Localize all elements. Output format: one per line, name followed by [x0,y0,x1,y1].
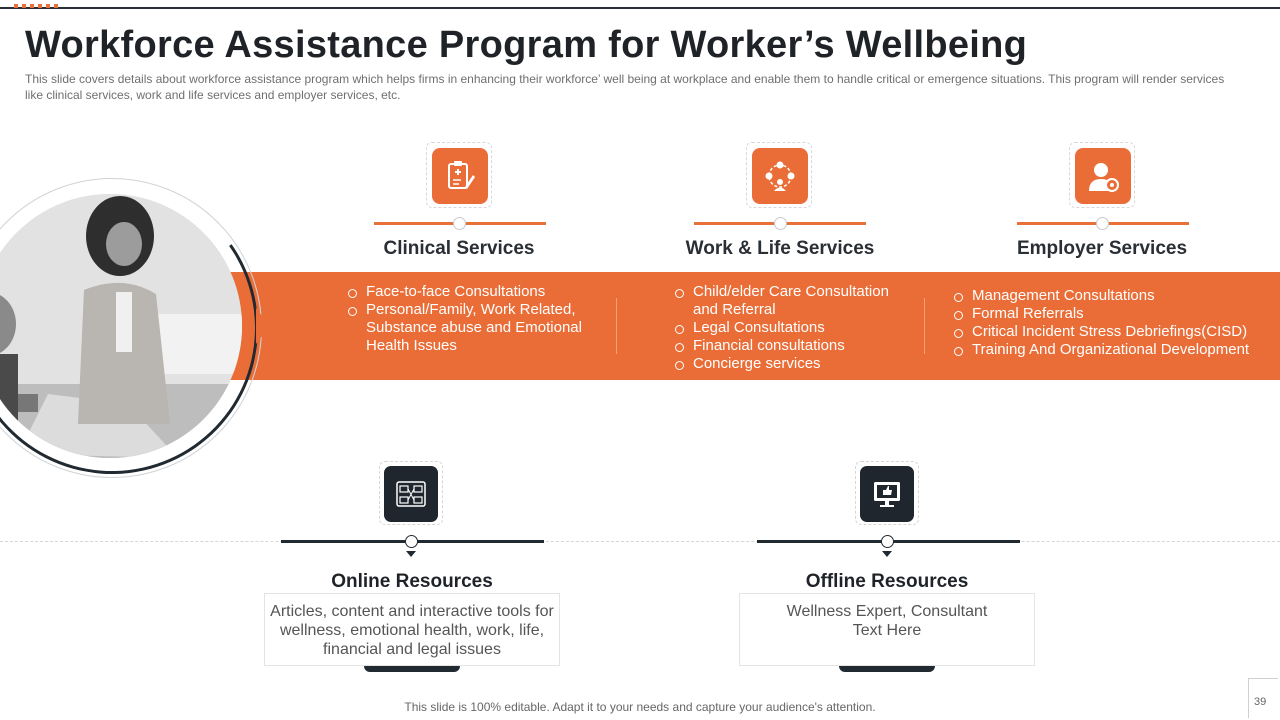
slide-subtitle: This slide covers details about workforce assistance program which helps firms in enhancing their workforce’ well being at workplace and enable them to handle critical or emergence situations. This program will render services like clinical services, work and life services and employer services, etc. [25,72,1225,102]
band-divider [616,298,617,354]
online-resources-text: Articles, content and interactive tools for wellness, emotional health, work, life, financial and legal issues [270,603,554,658]
online-resources-box [264,593,560,666]
online-resources-title: Online Resources [331,571,493,592]
work-life-services-icon-frame [746,142,812,208]
clinical-services-title: Clinical Services [383,238,535,259]
employer-services-list [954,287,1264,359]
list-item: Child/elder Care Consultation and Referral [675,283,905,319]
list-item: Training And Organizational Development [954,341,1264,359]
online-resources-icon-frame [379,461,443,525]
offline-resources-box [739,593,1035,666]
offline-resources-title: Offline Resources [805,571,969,592]
clinical-services-dot [453,217,466,230]
online-network-icon [384,466,438,522]
footer-note: This slide is 100% editable. Adapt it to your needs and capture your audience's attention. [404,700,876,714]
decorative-dashes [14,4,62,8]
list-item: Formal Referrals [954,305,1264,323]
page-number: 39 [1254,696,1267,708]
work-life-services-title: Work & Life Services [685,238,875,259]
offline-resources-tab [839,666,935,672]
clinical-services-icon-frame [426,142,492,208]
work-life-services-list [675,283,905,373]
offline-resources-dot [881,535,894,548]
list-item: Legal Consultations [675,319,905,337]
list-item: Personal/Family, Work Related, Substance abuse and Emotional Health Issues [348,301,588,355]
list-item: Critical Incident Stress Debriefings(CISD) [954,323,1264,341]
employer-services-icon-frame [1069,142,1135,208]
online-resources-pointer [406,551,416,557]
offline-resources-icon-frame [855,461,919,525]
band-divider [924,298,925,354]
employer-services-title: Employer Services [1016,238,1188,259]
list-item: Face-to-face Consultations [348,283,588,301]
employer-settings-icon [1075,148,1131,204]
clinical-services-list [348,283,588,355]
dashed-divider [0,541,1280,542]
online-resources-dot [405,535,418,548]
work-life-network-icon [752,148,808,204]
employer-services-dot [1096,217,1109,230]
slide-title: Workforce Assistance Program for Worker’s Wellbeing [25,24,1028,66]
list-item: Financial consultations [675,337,905,355]
offline-resources-pointer [882,551,892,557]
work-life-services-dot [774,217,787,230]
list-item: Management Consultations [954,287,1264,305]
list-item: Concierge services [675,355,905,373]
online-resources-tab [364,666,460,672]
offline-resources-text: Wellness Expert, Consultant Text Here [786,603,988,639]
monitor-thumbs-up-icon [860,466,914,522]
top-rule [0,7,1280,9]
medical-report-icon [432,148,488,204]
photo-pointer [256,308,270,344]
